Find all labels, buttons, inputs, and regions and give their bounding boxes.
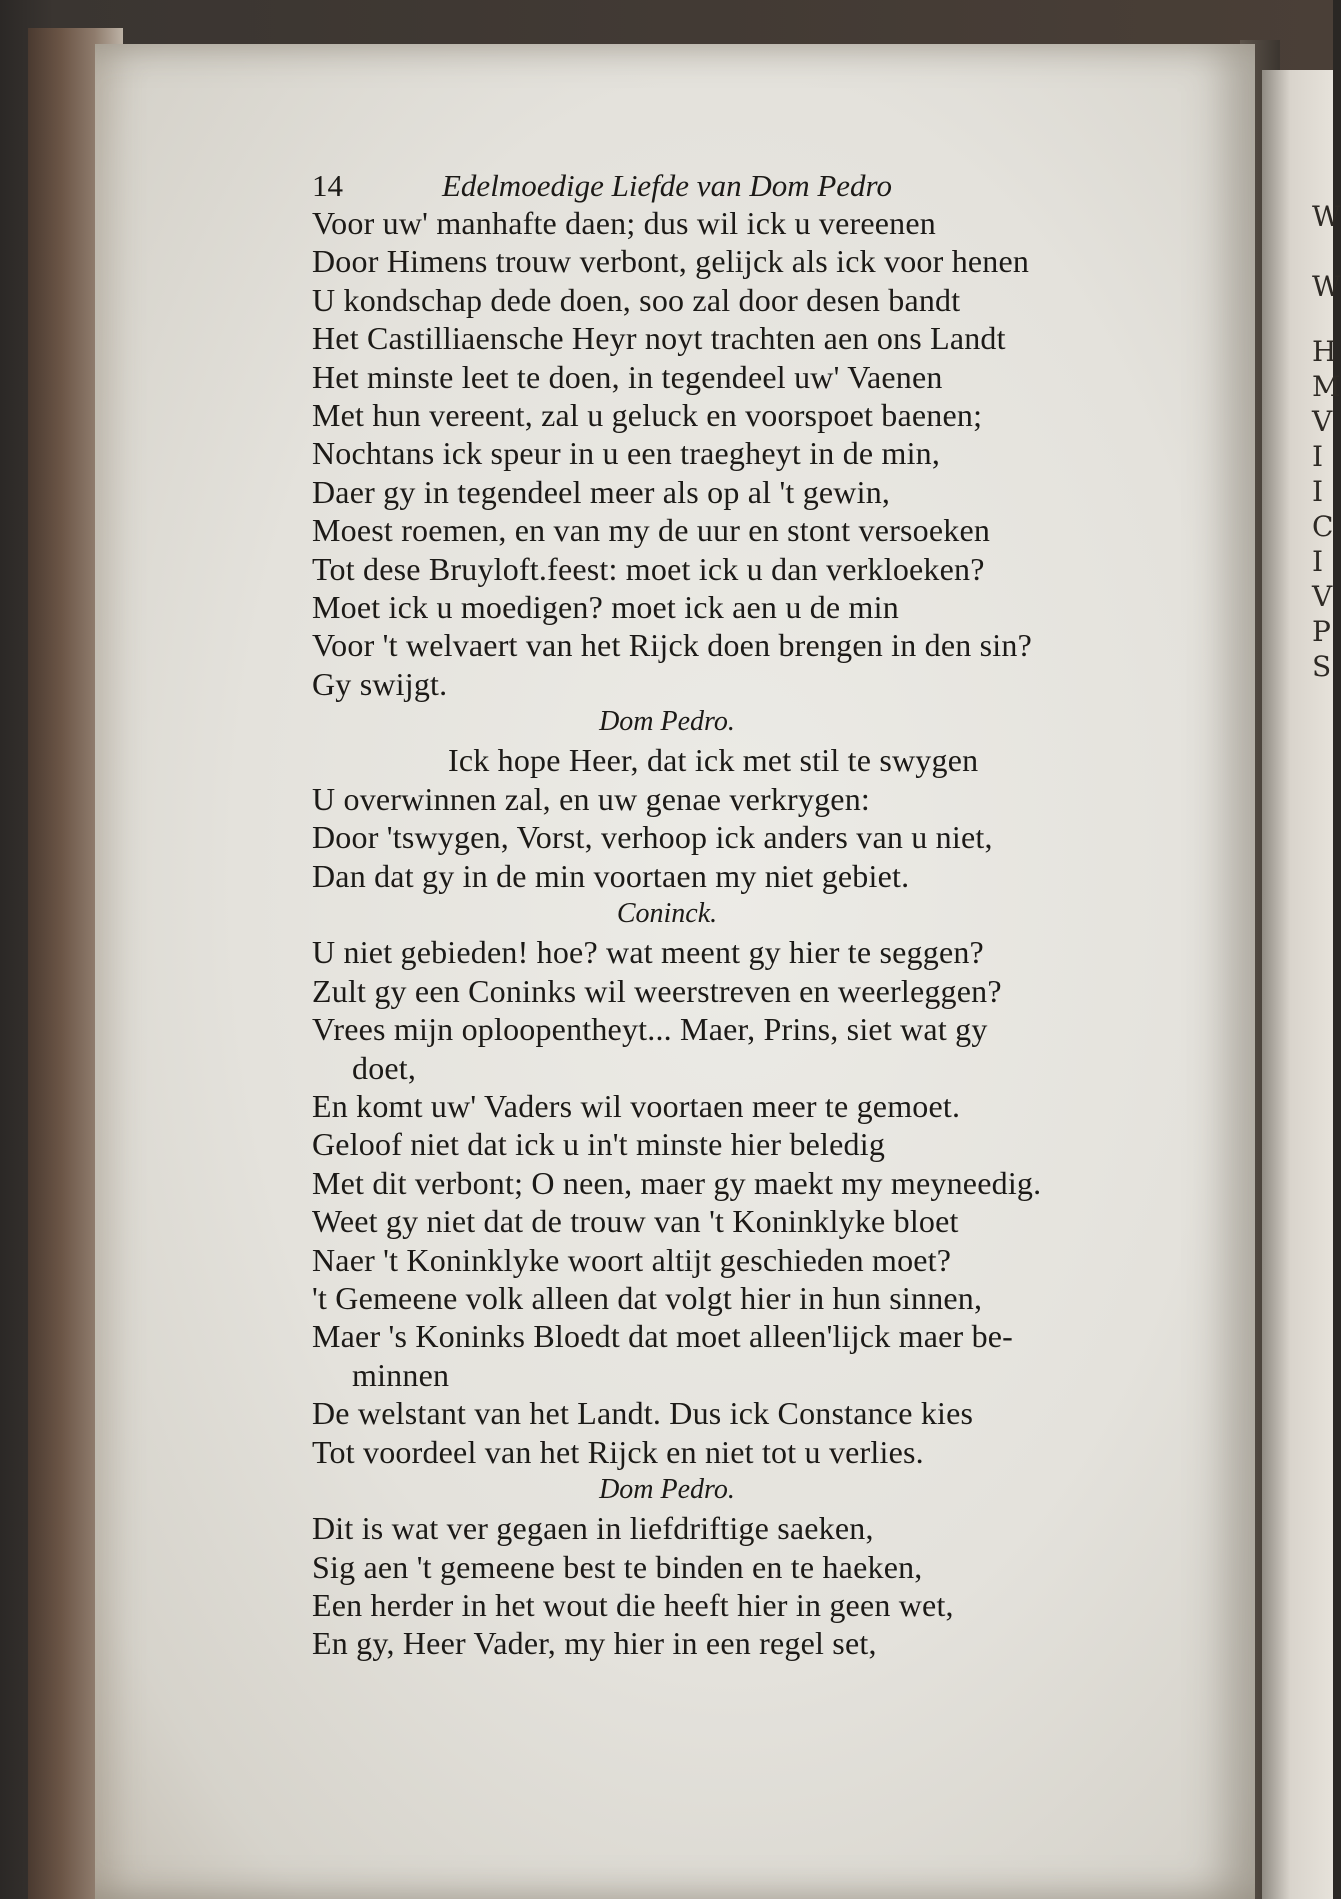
verse-line: Nochtans ick speur in u een traegheyt in de min, xyxy=(312,435,941,472)
facing-page-letter: W xyxy=(1312,270,1341,303)
verse-line: En komt uw' Vaders wil voortaen meer te gemoet. xyxy=(312,1087,961,1124)
verse-line: Voor uw' manhafte daen; dus wil ick u vereenen xyxy=(312,205,936,241)
facing-page-letter: V xyxy=(1312,580,1333,613)
verse-line: Dit is wat ver gegaen in liefdriftige saeken, xyxy=(312,1510,874,1547)
verse-line: Vrees mijn oploopentheyt... Maer, Prins, siet wat gy xyxy=(312,1011,988,1048)
verse-line: Het minste leet te doen, in tegendeel uw' Vaenen xyxy=(312,358,943,395)
book-page xyxy=(95,44,1255,1899)
verse-line: Geloof niet dat ick u in't minste hier beledig xyxy=(312,1126,886,1163)
verse-line: Moest roemen, en van my de uur en stont versoeken xyxy=(312,512,991,549)
verse-line: Zult gy een Coninks wil weerstreven en weerleggen? xyxy=(312,972,1002,1009)
verse-line: Maer 's Koninks Bloedt dat moet alleen'lijck maer be- xyxy=(312,1318,1014,1355)
running-header xyxy=(312,164,1172,204)
facing-page-letter: M xyxy=(1312,370,1341,403)
verse-line: Tot dese Bruyloft.feest: moet ick u dan verkloeken? xyxy=(312,550,985,587)
facing-page-letter: V xyxy=(1312,405,1333,438)
verse-line: En gy, Heer Vader, my hier in een regel set, xyxy=(312,1625,877,1662)
verse-line: Sig aen 't gemeene best te binden en te haeken, xyxy=(312,1548,923,1585)
verse-line: Voor 't welvaert van het Rijck doen brengen in den sin? xyxy=(312,627,1032,664)
verse-line: Een herder in het wout die heeft hier in geen wet, xyxy=(312,1587,954,1624)
verse-line: U overwinnen zal, en uw genae verkrygen: xyxy=(312,780,870,817)
verse-line: doet, xyxy=(352,1049,417,1086)
speaker-name: Coninck. xyxy=(616,898,718,930)
page-text xyxy=(312,164,1172,1663)
facing-page-letter: I xyxy=(1312,545,1324,578)
verse-line: Daer gy in tegendeel meer als op al 't gewin, xyxy=(312,473,891,510)
verse-line: De welstant van het Landt. Dus ick Constance kies xyxy=(312,1395,974,1432)
speaker-name: Dom Pedro. xyxy=(599,1473,735,1505)
speaker-name: Dom Pedro. xyxy=(599,706,735,738)
facing-page-letter: S xyxy=(1312,650,1332,683)
verse-line: Tot voordeel van het Rijck en niet tot u verlies. xyxy=(312,1433,924,1470)
verse-line: Het Castilliaensche Heyr noyt trachten aen ons Landt xyxy=(312,320,1006,357)
running-title: Edelmoedige Liefde van Dom Pedro xyxy=(442,168,892,203)
verse-line: Dan dat gy in de min voortaen my niet gebiet. xyxy=(312,857,910,894)
verse-line: Moet ick u moedigen? moet ick aen u de min xyxy=(312,588,899,625)
verse-line: Naer 't Koninklyke woort altijt geschieden moet? xyxy=(312,1241,952,1278)
verse-line: Ick hope Heer, dat ick met stil te swygen xyxy=(448,742,979,779)
verse-line: Weet gy niet dat de trouw van 't Koninklyke bloet xyxy=(312,1203,959,1240)
verse-line: minnen xyxy=(352,1356,450,1393)
facing-page xyxy=(1262,70,1341,1899)
page-number: 14 xyxy=(312,168,343,203)
verse-line: Door 'tswygen, Vorst, verhoop ick anders van u niet, xyxy=(312,819,993,856)
facing-page-letter: I xyxy=(1312,440,1324,473)
facing-page-letter: H xyxy=(1312,335,1337,368)
verse-line: U niet gebieden! hoe? wat meent gy hier te seggen? xyxy=(312,934,984,971)
verse-line: Met dit verbont; O neen, maer gy maekt my meyneedig. xyxy=(312,1164,1042,1201)
facing-page-letter: I xyxy=(1312,475,1324,508)
facing-page-letter: P xyxy=(1312,615,1331,648)
verse-line: Gy swijgt. xyxy=(312,665,448,702)
facing-page-letter: W xyxy=(1312,200,1341,233)
facing-page-letter: C xyxy=(1312,510,1334,543)
verse-line: Met hun vereent, zal u geluck en voorspoet baenen; xyxy=(312,396,983,433)
verse-line: 't Gemeene volk alleen dat volgt hier in hun sinnen, xyxy=(312,1279,983,1316)
verse-line: U kondschap dede doen, soo zal door desen bandt xyxy=(312,281,961,318)
verse-line: Door Himens trouw verbont, gelijck als ick voor henen xyxy=(312,243,1030,280)
